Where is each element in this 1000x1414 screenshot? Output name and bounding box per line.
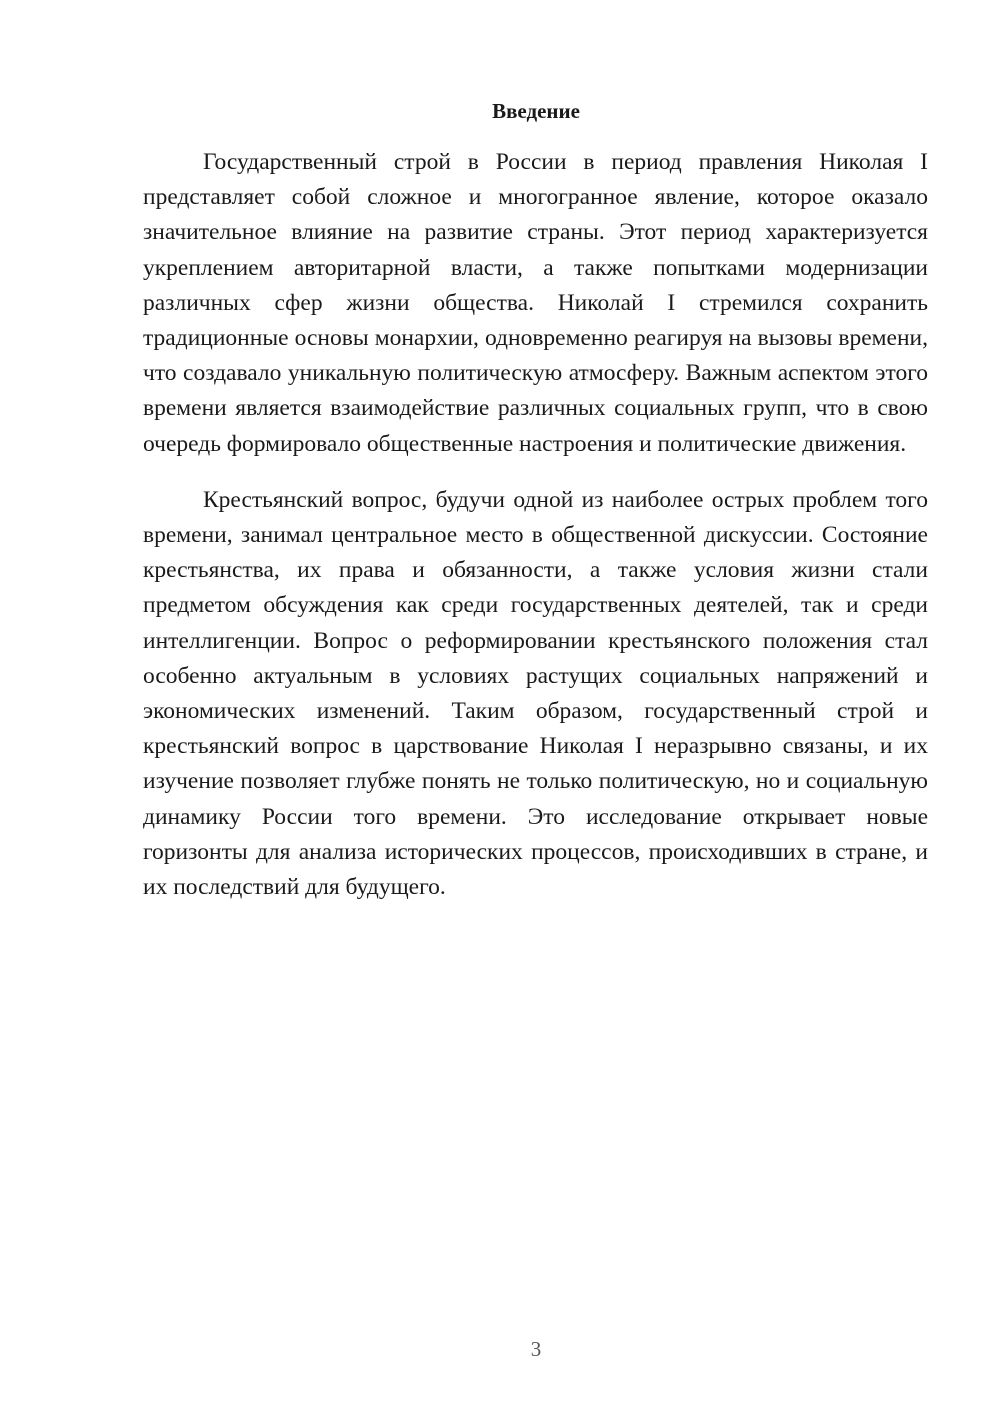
page-title: Введение [492, 99, 580, 123]
body-text [143, 145, 928, 905]
paragraph-1: Государственный строй в России в период правления Николая I представляет собой сложное и многогранное явление, которое оказало значительное влияние на развитие страны. Этот период характеризуется укреплением авторитарной власти, а также попытками модернизации различных сфер жизни общества. Николай I стремился сохранить традиционные основы монархии, одновременно реагируя на вызовы времени, что создавало уникальную политическую атмосферу. Важным аспектом этого времени является взаимодействие различных социальных групп, что в свою очередь формировало общественные настроения и политические движения. [143, 149, 928, 457]
paragraph-2: Крестьянский вопрос, будучи одной из наиболее острых проблем того времени, занимал центральное место в общественной дискуссии. Состояние крестьянства, их права и обязанности, а также условия жизни стали предметом обсуждения как среди государственных деятелей, так и среди интеллигенции. Вопрос о реформировании крестьянского положения стал особенно актуальным в условиях растущих социальных напряжений и экономических изменений. Таким образом, государственный строй и крестьянский вопрос в царствование Николая I неразрывно связаны, и их изучение позволяет глубже понять не только политическую, но и социальную динамику России того времени. Это исследование открывает новые горизонты для анализа исторических процессов, происходивших в стране, и их последствий для будущего. [143, 486, 928, 901]
page-number: 3 [530, 1337, 542, 1361]
